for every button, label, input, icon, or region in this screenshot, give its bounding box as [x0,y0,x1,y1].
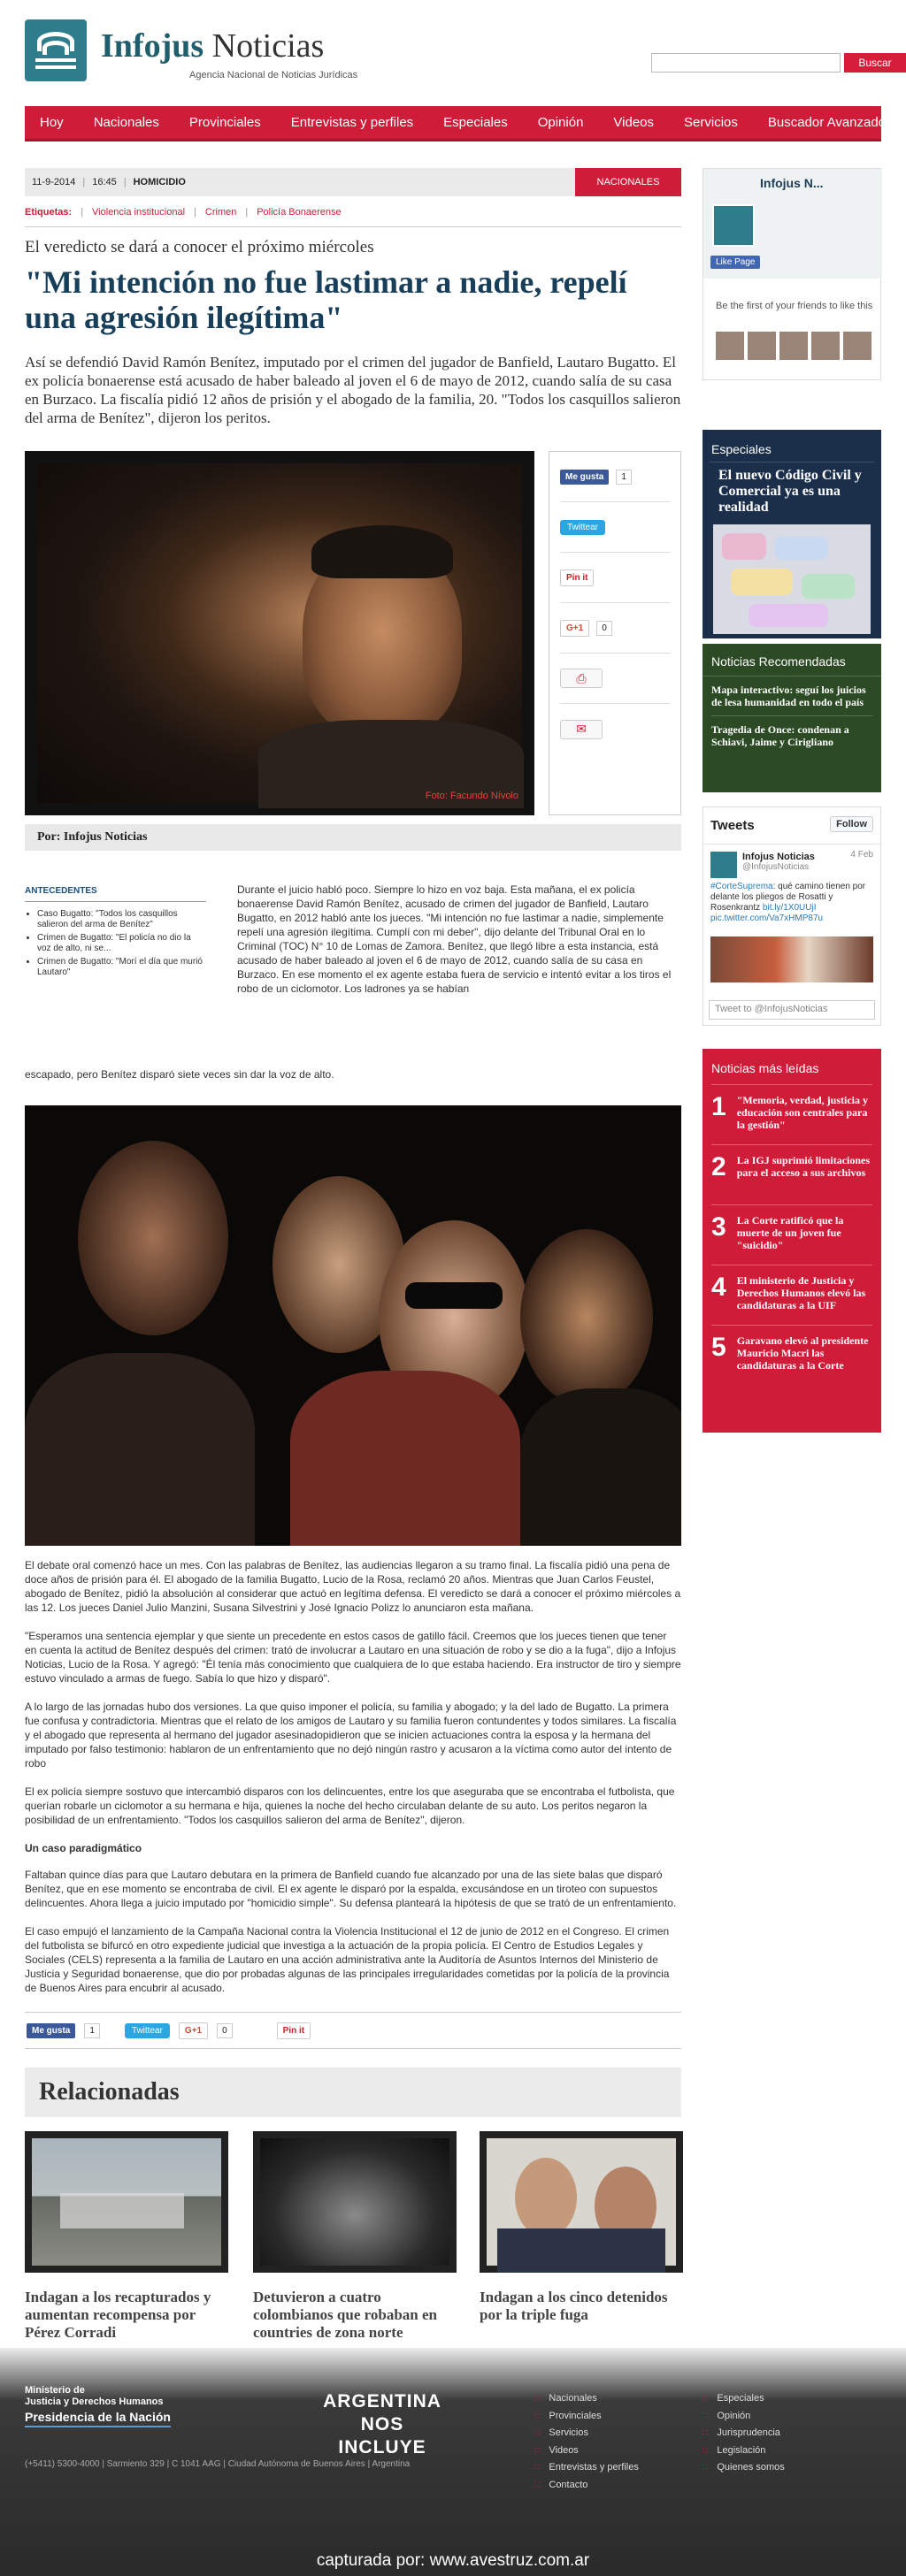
article-main-photo [25,451,534,815]
especiales-image[interactable] [713,524,871,634]
mas-leida-item[interactable] [711,1265,872,1325]
gplus-button[interactable]: G+1 [179,2022,208,2039]
share-bar-bottom [25,2012,681,2049]
mas-leida-title[interactable]: La Corte ratificó que la muerte de un joven fue "suicidio" [736,1214,844,1251]
article-paragraph: Faltaban quince días para que Lautaro debutara en la primera de Banfield cuando fue alcanzado por una de las siete balas que disparó Benítez, que en ese momento se encontraba de civil. El ex agente le disparó por la espalda, excusándose en un tiroteo con supuestos delincuentes. Ahora llega a juicio imputado por "homicidio simple". Su defensa planteará la hipótesis de que se trató de un enfrentamiento. [25,1869,677,1909]
article-date: 11-9-2014 [32,177,76,187]
related-thumbnail[interactable] [25,2131,228,2273]
article-second-photo [25,1105,681,1546]
email-icon[interactable]: ✉ [560,720,603,739]
related-thumbnail[interactable] [480,2131,683,2273]
mas-leida-title[interactable]: El ministerio de Justicia y Derechos Humanos elevó las candidaturas a la UIF [736,1274,866,1311]
footer-address: (+5411) 5300-4000 | Sarmiento 329 | C 1041 AAG | Ciudad Autónoma de Buenos Aires | Argentina [25,2459,411,2469]
share-column [549,451,681,815]
tweets-title: Tweets [703,807,880,845]
facebook-widget-message: Be the first of your friends to like this [716,301,873,311]
site-title[interactable] [101,27,324,65]
article-paragraph: escapado, pero Benítez disparó siete veces sin dar la voz de alto. [25,1068,334,1081]
mas-leida-title[interactable]: Garavano elevó al presidente Mauricio Macri las candidaturas a la Corte [736,1334,869,1372]
pinterest-button[interactable]: Pin it [560,569,594,586]
mas-leidas-title: Noticias más leídas [711,1061,819,1075]
recomendada-link[interactable]: Mapa interactivo: seguí los juicios de lesa humanidad en todo el país [711,684,872,716]
article-meta-bar: 11-9-2014 | 16:45 | HOMICIDIO NACIONALES [25,168,681,196]
mas-leida-item[interactable] [711,1325,872,1385]
article-paragraph: A lo largo de las jornadas hubo dos versiones. La que quiso imponer el policía, su familia y abogado; y la del lado de Bugatto. La primera fue confusa y contradictoria. Mientras que el relato de los amigos de Lautaro y su familia fueron contundentes y todos similares. La fiscalía y el abogado que representa al hermano del jugador asesinadopidieron que se inicien actuaciones contra la esposa y la hermana del imputado por falso testimonio: hablaron de un enfrentamiento que no dejó ningún rastro y acusaron a la víctima como autor del intento de robo [25,1701,677,1770]
pinterest-button[interactable]: Pin it [277,2022,311,2039]
footer-links-col2 [703,2390,785,2477]
nav-item-entrevistas[interactable]: Entrevistas y perfiles [290,115,414,130]
rank-number: 2 [711,1152,726,1181]
antecedentes-title: ANTECEDENTES [25,886,206,902]
tweet-to-input[interactable]: Tweet to @InfojusNoticias [709,1000,875,1020]
nav-item-especiales[interactable]: Especiales [443,115,508,130]
related-headline[interactable]: Indagan a los recapturados y aumentan recompensa por Pérez Corradi [25,2289,211,2341]
tweet-item [703,845,880,931]
search-button[interactable]: Buscar [844,53,906,73]
recomendadas-title: Noticias Recomendadas [703,644,881,676]
antecedente-link[interactable]: • Crimen de Bugatto: "Morí el día que murió Lautaro" [37,957,206,978]
rank-number: 4 [711,1273,726,1302]
twitter-follow-button[interactable]: Follow [830,816,873,832]
facebook-page-widget [703,168,881,380]
tag-link[interactable]: Crimen [204,207,237,218]
site-subtitle: Agencia Nacional de Noticias Jurídicas [189,70,358,80]
tweet-button[interactable]: Twittear [125,2023,170,2038]
related-headline[interactable]: Indagan a los cinco detenidos por la triple fuga [480,2289,668,2323]
tags-row: Etiquetas: | Violencia institucional | Crimen | Policía Bonaerense [25,207,681,227]
tweet-button[interactable]: Twittear [560,520,605,535]
facebook-friend-faces [716,332,871,360]
article-paragraph: El debate oral comenzó hace un mes. Con las palabras de Benítez, las audiencias llegaron a su tramo final. La fiscalía pidió una pena de doce años de prisión para él. El abogado de la familia Bugatto, Lucio de la Rosa, reclamó 20 años. Mientras que Juan Carlos Feustel, abogado de Benítez, pidió la absolución al considerar que actuó en legítima defensa. El veredicto se dará a conocer el próximo miércoles a las 12. Los jueces Daniel Julio Manzini, Susana Silvestrini y José Ignacio Polizz lo anunciaron esta mañana. [25,1559,681,1614]
search-input[interactable] [651,53,841,73]
article-body [25,1558,681,2009]
print-icon[interactable]: ⎙ [560,669,603,688]
tweet-hashtag[interactable]: #CorteSuprema [710,882,773,891]
main-nav [25,106,887,141]
footer-link[interactable]: ∷ Quienes somos [703,2459,785,2477]
related-item[interactable] [480,2131,683,2324]
tweet-link[interactable]: bit.ly/1X0UUjI pic.twitter.com/Va7xHMP87u [710,903,824,923]
facebook-like-count: 1 [616,470,632,485]
tag-link[interactable]: Violencia institucional [92,207,186,218]
facebook-like-button[interactable] [560,470,609,485]
mas-leida-item[interactable] [711,1144,872,1204]
footer-link[interactable]: ∷ Jurisprudencia [703,2425,785,2442]
recomendadas-box [703,644,881,792]
nav-item-hoy[interactable]: Hoy [40,115,64,130]
footer-link[interactable]: ∷ Provinciales [534,2408,639,2426]
footer-links-col1 [534,2390,639,2494]
article-kicker: El veredicto se dará a conocer el próximo miércoles [25,238,374,256]
site-header [25,19,892,90]
related-headline[interactable]: Detuvieron a cuatro colombianos que robaban en countries de zona norte [253,2289,437,2341]
tweet-body: : qué camino tienen por delante los pliegos de Rosatti y Rosenkrantz [710,882,866,913]
facebook-like-page-button[interactable]: Like Page [710,256,760,269]
mas-leida-title[interactable]: "Memoria, verdad, justicia y educación son centrales para la gestión" [736,1094,868,1131]
rank-number: 3 [711,1212,726,1242]
logo-icon[interactable] [25,19,87,81]
article-author: Por: Infojus Noticias [25,824,681,851]
facebook-like-button[interactable] [27,2023,75,2038]
article-main [25,168,681,2341]
tags-label: Etiquetas: [25,207,73,218]
article-paragraph: Durante el juicio habló poco. Siempre lo hizo en voz baja. Esta mañana, el ex policía bonaerense David Ramón Benítez, acusado de crimen del jugador de Banfield, Lautaro Bugatto, en 2012 habló ante los jueces. "Mi intención no fue lastimar a nadie, simplemente repelí una agresión ilegítima. Cumplí con mi deber", dijo delante del Tribunal Oral en lo Criminal (TOC) N° 10 de Lomas de Zamora. Benítez, que llegó libre a esta instancia, está acusado de haber baleado al joven el 6 de mayo de 2012, cuando salía de su casa en Burzaco. En ese momento el ex agente estaba fuera de servicio e intentó evitar a los tiros el robo de un ciclomotor. Los ladrones ya se habían [237,883,672,995]
footer-link[interactable]: ∷ Nacionales [534,2390,639,2408]
tweet-text [710,878,873,924]
footer-link[interactable]: ∷ Contacto [534,2477,639,2495]
footer-link[interactable]: ∷ Legislación [703,2442,785,2460]
footer-ministerio[interactable]: Ministerio de Justicia y Derechos Humanos [25,2385,164,2407]
facebook-like-count: 1 [84,2023,100,2038]
twitter-widget [703,806,881,1026]
related-thumbnail[interactable] [253,2131,457,2273]
facebook-like-label: Me gusta [565,471,604,482]
article-paragraph: El ex policía siempre sostuvo que intercambió disparos con los delincuentes, entre los que aseguraba que se encontraba el futbolista, que querían robarle un ciclomotor a su hermana e hija, quienes la noche del hecho circulaban delante de su auto. Los peritos negaron la posibilidad de un enfrentamiento. "Todos los casquillos salieron del arma de Benítez", dijeron. [25,1785,675,1826]
tweet-avatar[interactable] [710,852,737,878]
site-footer [0,2348,906,2576]
facebook-page-avatar[interactable] [712,204,755,247]
nav-item-buscador[interactable]: Buscador Avanzado [767,115,887,130]
tweet-author[interactable]: Infojus Noticias [742,852,815,862]
article-time: 16:45 [92,177,117,187]
footer-presidencia[interactable]: Presidencia de la Nación [25,2410,171,2427]
mas-leida-title[interactable]: La IGJ suprimió limitaciones para el acceso a sus archivos [736,1154,871,1179]
tag-link[interactable]: Policía Bonaerense [257,207,342,218]
tweet-date[interactable]: 4 Feb [850,850,873,860]
article-paragraph: "Esperamos una sentencia ejemplar y que siente un precedente en estos casos de gatillo fácil. Creemos que los jueces tienen que tener en cuenta la actitud de Benítez después del crimen: trató de involucrar a Lautaro en una situación de robo y se dio a la fuga", dijo a Infojus Noticias, Lucio de la Rosa. Y agregó: "Él tenía más conocimiento que cualquiera de lo que estaba haciendo. Era instructor de tiro y siempre estuvo vinculado a armas de fuego. Sabía lo que hizo y disparó". [25,1630,681,1685]
article-subhead: Un caso paradigmático [25,1842,142,1854]
mas-leidas-box [703,1049,881,1433]
antecedente-link[interactable]: • Crimen de Bugatto: "El policía no dio la voz de alto, ni se... [37,933,206,954]
mas-leida-item[interactable] [711,1084,872,1144]
rank-number: 5 [711,1333,726,1362]
nav-item-nacionales[interactable]: Nacionales [93,115,159,130]
article-lead: Así se defendió David Ramón Benítez, imputado por el crimen del jugador de Banfield, Lautaro Bugatto. El ex policía bonaerense está acusado de haber baleado al joven el 6 de mayo de 2012, cuando salía de su casa en Burzaco. La fiscalía pidió 12 años de prisión y el abogado de la familia, 20. "Todos los casquillos salieron del arma de Benítez", dijeron los peritos. [25,354,681,426]
antecedente-link[interactable]: • Caso Bugatto: "Todos los casquillos salieron del arma de Benítez" [37,909,206,930]
antecedentes-box [25,886,206,981]
nav-item-servicios[interactable]: Servicios [684,115,738,130]
nav-item-videos[interactable]: Videos [613,115,655,130]
footer-link[interactable]: ∷ Entrevistas y perfiles [534,2459,639,2477]
facebook-like-label: Me gusta [32,2025,71,2036]
footer-link[interactable]: ∷ Especiales [703,2390,785,2408]
related-title: Relacionadas [25,2068,681,2117]
photo-credit: Foto: Facundo Nívolo [425,791,518,801]
footer-argentina-logo: ARGENTINA NOS INCLUYE [323,2391,441,2458]
gplus-count: 0 [596,621,612,636]
footer-link[interactable]: ∷ Opinión [703,2408,785,2426]
gplus-count: 0 [217,2023,233,2038]
article-category: HOMICIDIO [133,177,186,187]
nav-item-opinion[interactable]: Opinión [537,115,584,130]
facebook-page-name[interactable]: Infojus N... [760,176,824,190]
article-paragraph: El caso empujó el lanzamiento de la Campaña Nacional contra la Violencia Institucional el 12 de junio de 2012 en el Congreso. El crimen del futbolista se bifurcó en otro expediente judicial que investiga a la actuación de la propia policía. El Centro de Estudios Legales y Sociales (CELS) representa a la familia de Lautaro en una acción administrativa ante la Auditoría de Asuntos Internos del Ministerio de Justicia y Seguridad bonaerense, que dio por probadas algunas de las principales irregularidades cometidas por la policía de la provincia de Buenos Aires para encubrir al acusado. [25,1925,670,1994]
footer-link[interactable]: ∷ Servicios [534,2425,639,2442]
tweet-handle[interactable]: @InfojusNoticias [742,862,810,872]
capture-watermark: capturada por: www.avestruz.com.ar [316,2551,590,2570]
especiales-box [703,430,881,638]
especiales-headline[interactable]: El nuevo Código Civil y Comercial ya es una realidad [710,462,874,521]
recomendada-link[interactable]: Tragedia de Once: condenan a Schiavi, Jaime y Cirigliano [711,723,849,748]
section-badge[interactable]: NACIONALES [575,168,681,196]
mas-leida-item[interactable] [711,1204,872,1265]
especiales-title: Especiales [711,442,772,456]
footer-link[interactable]: ∷ Videos [534,2442,639,2460]
nav-item-provinciales[interactable]: Provinciales [188,115,261,130]
related-item[interactable] [253,2131,457,2342]
rank-number: 1 [711,1092,726,1121]
gplus-button[interactable]: G+1 [560,620,589,637]
article-headline: "Mi intención no fue lastimar a nadie, repelí una agresión ilegítima" [25,264,627,335]
related-item[interactable] [25,2131,228,2342]
tweet-image[interactable] [710,936,873,982]
site-title-brand: Infojus [101,27,204,65]
site-title-noticias: Noticias [211,27,325,65]
